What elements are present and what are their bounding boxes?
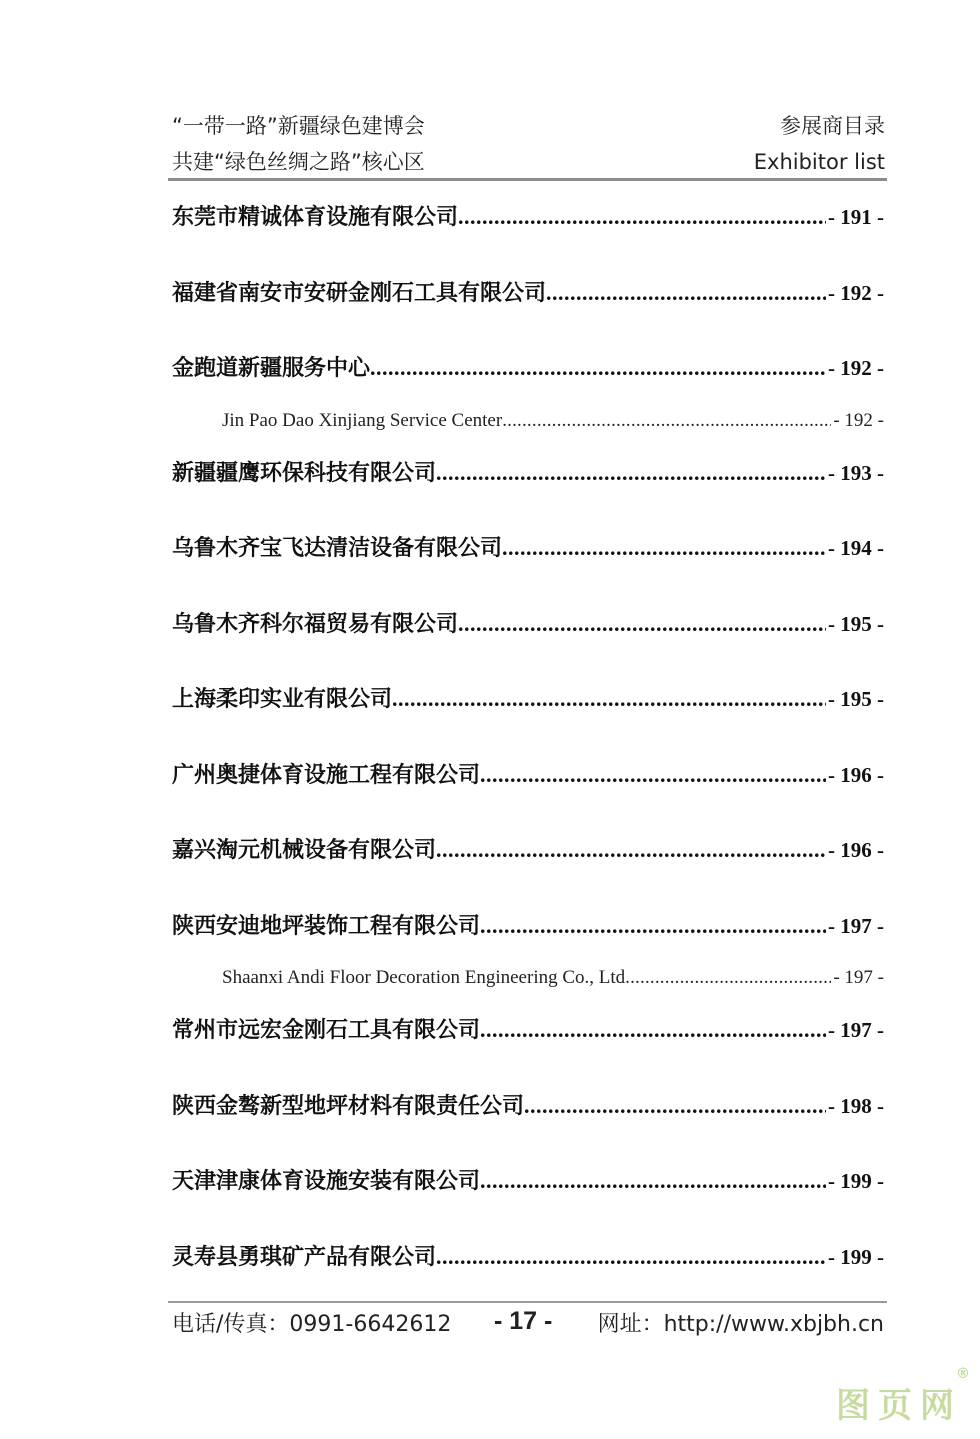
header-expo-title: “一带一路”新疆绿色建博会 xyxy=(172,114,425,138)
toc-entry-name: 陕西金骜新型地坪材料有限责任公司 xyxy=(172,1093,525,1119)
toc-entry-page: - 194 - xyxy=(828,536,884,560)
toc-entry-page: - 199 - xyxy=(828,1244,884,1269)
toc-leader-dots xyxy=(392,677,826,721)
toc-entry-page: - 193 - xyxy=(828,460,884,485)
toc-entry-name: 灵寿县勇琪矿产品有限公司 xyxy=(172,1244,437,1270)
toc-entry-page: - 195 - xyxy=(828,687,884,711)
toc-leader-dots xyxy=(524,1084,826,1128)
toc-leader-dots xyxy=(480,1008,826,1052)
toc-leader-dots xyxy=(480,1159,826,1203)
footer-website: 网址：http://www.xbjbh.cn xyxy=(597,1312,884,1337)
toc-entry-name: 乌鲁木齐科尔福贸易有限公司 xyxy=(172,611,459,637)
toc-entry-page: - 197 - xyxy=(828,1018,884,1042)
toc-entry-name: 金跑道新疆服务中心 xyxy=(172,356,371,381)
toc-entry-name: 天津津康体育设施安装有限公司 xyxy=(172,1169,481,1194)
footer-divider xyxy=(168,1301,887,1303)
toc-entry[interactable] xyxy=(172,1159,884,1235)
toc-entry[interactable] xyxy=(172,1084,884,1160)
toc-leader-dots xyxy=(546,271,826,315)
toc-leader-dots xyxy=(625,955,831,1001)
toc-subentry[interactable] xyxy=(172,398,884,451)
toc-entry-name: 乌鲁木齐宝飞达清洁设备有限公司 xyxy=(172,536,503,561)
toc-leader-dots xyxy=(502,398,831,444)
toc-entry[interactable] xyxy=(172,526,884,602)
toc-entry-page: - 192 - xyxy=(828,356,884,380)
toc-subentry[interactable] xyxy=(172,955,884,1008)
toc-entry[interactable] xyxy=(172,195,884,271)
page-header xyxy=(172,108,885,180)
toc-entry[interactable] xyxy=(172,271,884,347)
toc-entry[interactable] xyxy=(172,451,884,527)
toc-entry-name: 嘉兴淘元机械设备有限公司 xyxy=(172,838,437,863)
toc-leader-dots xyxy=(480,904,826,948)
toc-leader-dots xyxy=(436,828,826,872)
toc-entry-page: - 191 - xyxy=(828,205,884,229)
toc-leader-dots xyxy=(458,602,826,646)
toc-entry-page: - 199 - xyxy=(828,1169,884,1193)
toc-entry[interactable] xyxy=(172,828,884,904)
header-divider xyxy=(168,178,887,181)
toc-entry-name: 新疆疆鹰环保科技有限公司 xyxy=(172,460,437,486)
toc-entry-name: 东莞市精诚体育设施有限公司 xyxy=(172,205,459,230)
toc-entry-name: 上海柔印实业有限公司 xyxy=(172,687,393,712)
toc-subentry-page: - 197 - xyxy=(833,967,884,988)
toc-entry-page: - 198 - xyxy=(828,1093,884,1118)
toc-leader-dots xyxy=(502,526,826,570)
footer-phone: 电话/传真：0991-6642612 xyxy=(172,1312,452,1337)
footer-page-number: - 17 - xyxy=(494,1307,553,1335)
toc-entry-page: - 196 - xyxy=(828,762,884,787)
toc-entry-name: 广州奥捷体育设施工程有限公司 xyxy=(172,762,481,788)
toc-leader-dots xyxy=(436,451,826,495)
table-of-contents xyxy=(172,195,884,1310)
toc-entry-name: 陕西安迪地坪装饰工程有限公司 xyxy=(172,913,481,939)
header-expo-subtitle: 共建“绿色丝绸之路”核心区 xyxy=(172,150,425,174)
toc-entry-name: 福建省南安市安研金刚石工具有限公司 xyxy=(172,280,547,306)
watermark-text: 图页网 xyxy=(836,1386,962,1426)
page-footer xyxy=(172,1305,884,1345)
toc-entry[interactable] xyxy=(172,602,884,678)
toc-entry[interactable] xyxy=(172,1008,884,1084)
toc-leader-dots xyxy=(436,1235,826,1279)
header-catalog-title: 参展商目录 xyxy=(780,114,885,138)
toc-entry-page: - 192 - xyxy=(828,280,884,305)
toc-entry[interactable] xyxy=(172,677,884,753)
toc-entry[interactable] xyxy=(172,1235,884,1311)
header-catalog-subtitle: Exhibitor list xyxy=(753,150,885,174)
toc-leader-dots xyxy=(458,195,826,239)
toc-subentry-name: Jin Pao Dao Xinjiang Service Center xyxy=(222,409,503,431)
toc-subentry-page: - 192 - xyxy=(833,409,884,431)
toc-entry-page: - 196 - xyxy=(828,838,884,862)
toc-entry-page: - 197 - xyxy=(828,913,884,938)
registered-mark: ® xyxy=(956,1366,970,1382)
toc-subentry-name: Shaanxi Andi Floor Decoration Engineering Co., Ltd xyxy=(222,967,626,988)
toc-leader-dots xyxy=(370,346,826,390)
toc-leader-dots xyxy=(480,753,826,797)
toc-entry-page: - 195 - xyxy=(828,611,884,636)
toc-entry[interactable] xyxy=(172,753,884,829)
watermark-logo xyxy=(836,1366,970,1427)
toc-entry-name: 常州市远宏金刚石工具有限公司 xyxy=(172,1018,481,1043)
